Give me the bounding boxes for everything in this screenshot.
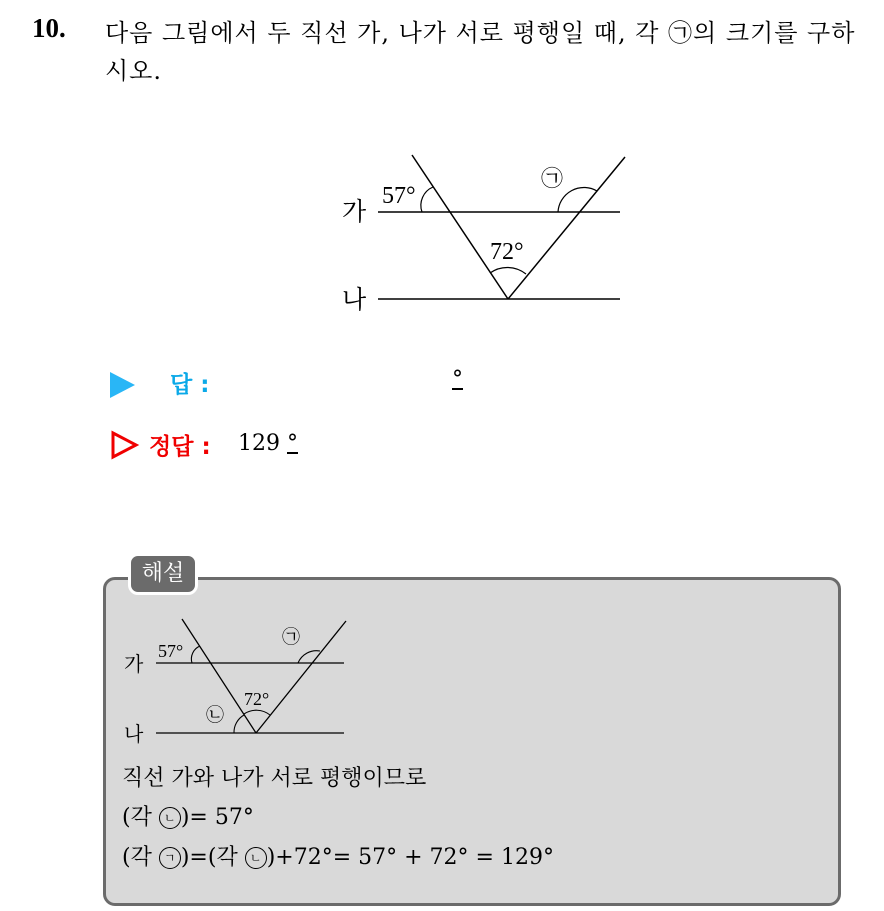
sol-arc-57 (191, 646, 200, 663)
correct-number: 129 (238, 431, 280, 456)
answer-label: 답 : (170, 372, 210, 398)
answer-unit: ° (452, 367, 463, 392)
arc-unknown (558, 187, 597, 212)
sol-symbol-b: ㉡ (206, 705, 224, 725)
circled-symbol: ㄴ (245, 847, 267, 869)
solution-line-3 (122, 840, 554, 871)
correct-arrow-icon (110, 430, 140, 460)
angle-72-label: 72° (490, 239, 524, 265)
sol-line2-prefix: (각 (122, 805, 159, 830)
solution-line-2 (122, 800, 254, 831)
sol-line3-mid: )=(각 (180, 845, 245, 870)
sol-arc-second (234, 715, 244, 733)
question-number: 10. (32, 13, 66, 43)
sol-symbol-a: ㉠ (282, 627, 300, 647)
angle-unknown-label: ㉠ (541, 166, 564, 191)
sol-line3-suffix: )+72°= 57° + 72° = 129° (266, 845, 554, 870)
solution-line-1: 직선 가와 나가 서로 평행이므로 (122, 766, 427, 791)
correct-label: 정답 : (149, 434, 211, 460)
solution-figure (120, 615, 360, 750)
transversal-left (412, 155, 508, 299)
arc-72 (490, 267, 526, 274)
sol-line-a-label: 가 (124, 654, 144, 676)
sol-arc-72 (244, 710, 270, 715)
line-b-label: 나 (342, 287, 367, 314)
arc-57 (421, 187, 433, 212)
main-figure (330, 145, 650, 320)
sol-line3-prefix: (각 (122, 845, 159, 870)
sol-angle-57-label: 57° (158, 641, 184, 661)
correct-unit: ° (287, 431, 298, 456)
answer-input[interactable] (452, 367, 463, 392)
circled-symbol: ㄱ (159, 847, 181, 869)
sol-line2-suffix: )= 57° (180, 805, 254, 830)
sol-angle-72-label: 72° (244, 689, 270, 709)
answer-arrow-icon (110, 372, 135, 398)
transversal-right (508, 157, 625, 299)
line-a-label: 가 (342, 199, 367, 226)
question-text-before: 다음 그림에서 두 직선 가, 나가 서로 평행일 때, 각 (105, 19, 669, 47)
solution-tab: 해설 (128, 553, 198, 595)
question-text-after: 의 크기를 구하시오. (105, 19, 856, 85)
sol-line-b-label: 나 (124, 724, 144, 746)
correct-value (238, 431, 298, 456)
circled-symbol: ㄴ (159, 807, 181, 829)
sol-transversal-right (256, 621, 346, 733)
question-symbol: ㉠ (668, 19, 694, 47)
question-text (105, 14, 875, 90)
angle-57-label: 57° (382, 183, 416, 209)
